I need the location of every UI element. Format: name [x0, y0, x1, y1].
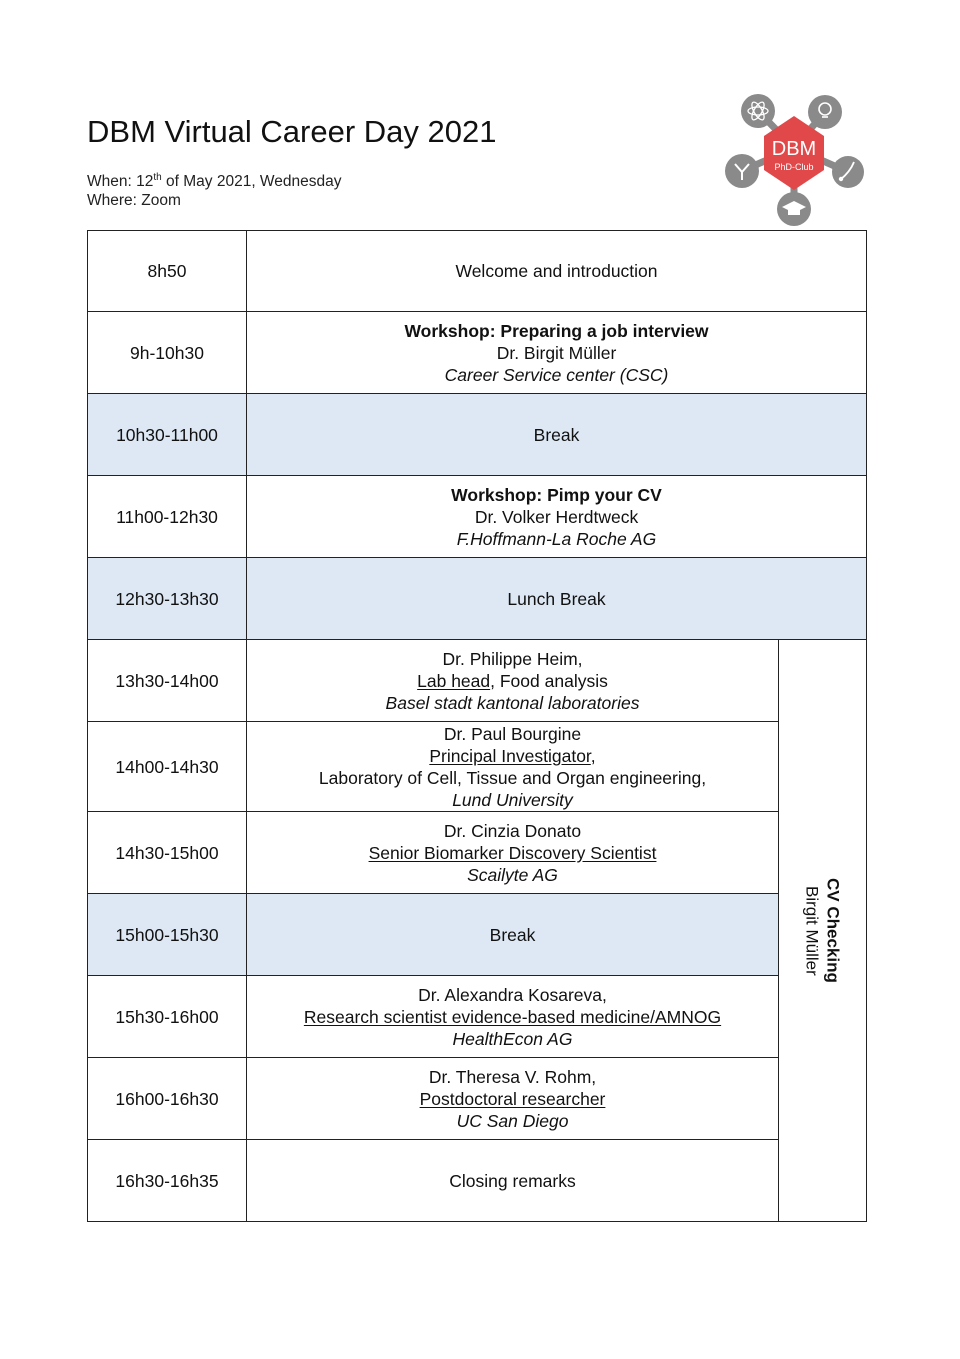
time-cell: 14h30-15h00 — [88, 812, 247, 894]
session-cell — [247, 312, 867, 394]
table-row — [88, 231, 867, 312]
session-title: Workshop: Preparing a job interview — [404, 320, 709, 341]
speaker-name: Dr. Volker Herdtweck — [474, 506, 639, 527]
time-cell: 13h30-14h00 — [88, 640, 247, 722]
session-cell: Welcome and introduction — [247, 231, 867, 312]
time-cell: 14h00-14h30 — [88, 722, 247, 812]
speaker-role: Postdoctoral researcher — [419, 1088, 606, 1109]
atom-icon — [741, 94, 775, 128]
page-title: DBM Virtual Career Day 2021 — [87, 114, 497, 149]
cv-checking-person: Birgit Müller — [802, 885, 822, 976]
session-cell — [247, 1058, 779, 1140]
event-meta — [87, 172, 342, 210]
table-row — [88, 640, 867, 722]
table-row — [88, 722, 867, 812]
organization: UC San Diego — [456, 1110, 569, 1131]
organization: Career Service center (CSC) — [444, 364, 669, 385]
speaker-name: Dr. Alexandra Kosareva, — [418, 984, 607, 1005]
table-row — [88, 1058, 867, 1140]
time-cell: 15h00-15h30 — [88, 894, 247, 976]
rocket-icon — [832, 156, 864, 188]
cv-checking-cell — [779, 640, 867, 1222]
session-cell: Lunch Break — [247, 558, 867, 640]
time-cell: 9h-10h30 — [88, 312, 247, 394]
speaker-name: Dr. Philippe Heim, — [442, 648, 583, 669]
session-cell: Break — [247, 894, 779, 976]
speaker-affiliation: Laboratory of Cell, Tissue and Organ engineering, — [318, 767, 707, 788]
speaker-role: Principal Investigator — [429, 745, 591, 766]
time-cell: 11h00-12h30 — [88, 476, 247, 558]
table-row — [88, 312, 867, 394]
time-cell: 8h50 — [88, 231, 247, 312]
session-cell — [247, 476, 867, 558]
schedule-table — [87, 230, 867, 1222]
time-cell: 16h30-16h35 — [88, 1140, 247, 1222]
speaker-role: Lab head — [417, 670, 491, 691]
session-title: Workshop: Pimp your CV — [451, 484, 662, 505]
when-line: When: 12th of May 2021, Wednesday — [87, 171, 342, 190]
table-row — [88, 894, 867, 976]
bulb-icon — [808, 95, 842, 129]
speaker-name: Dr. Paul Bourgine — [443, 723, 582, 744]
organization: F.Hoffmann-La Roche AG — [456, 528, 657, 549]
organization: Scailyte AG — [467, 864, 558, 885]
speaker-name: Dr. Birgit Müller — [496, 342, 617, 363]
time-cell: 10h30-11h00 — [88, 394, 247, 476]
table-row — [88, 976, 867, 1058]
time-cell: 12h30-13h30 — [88, 558, 247, 640]
time-cell: 15h30-16h00 — [88, 976, 247, 1058]
session-cell — [247, 812, 779, 894]
organization: HealthEcon AG — [452, 1028, 573, 1049]
table-row — [88, 812, 867, 894]
dbm-phd-club-logo — [722, 92, 864, 230]
table-row — [88, 394, 867, 476]
table-row — [88, 476, 867, 558]
table-row — [88, 1140, 867, 1222]
microscope-icon — [725, 154, 759, 188]
speaker-name: Dr. Cinzia Donato — [443, 820, 582, 841]
organization: Lund University — [452, 789, 573, 810]
speaker-role: Research scientist evidence-based medicine/AMNOG — [303, 1006, 722, 1027]
session-cell: Dr. Philippe Heim, Lab head, Food analysis Basel stadt kantonal laboratories — [247, 640, 779, 722]
session-cell: Dr. Paul Bourgine Principal Investigator, Laboratory of Cell, Tissue and Organ engineering, Lund University — [247, 722, 779, 812]
where-line: Where: Zoom — [87, 192, 181, 209]
cv-checking-title: CV Checking — [823, 878, 843, 983]
session-cell: Closing remarks — [247, 1140, 779, 1222]
organization: Basel stadt kantonal laboratories — [385, 692, 640, 713]
graduation-cap-icon — [777, 192, 811, 226]
logo-subtext: PhD-Club — [774, 162, 814, 172]
speaker-role: Senior Biomarker Discovery Scientist — [368, 842, 657, 863]
speaker-name: Dr. Theresa V. Rohm, — [428, 1066, 597, 1087]
session-cell — [247, 976, 779, 1058]
time-cell: 16h00-16h30 — [88, 1058, 247, 1140]
table-row — [88, 558, 867, 640]
logo-text: DBM — [771, 138, 817, 160]
session-cell: Break — [247, 394, 867, 476]
